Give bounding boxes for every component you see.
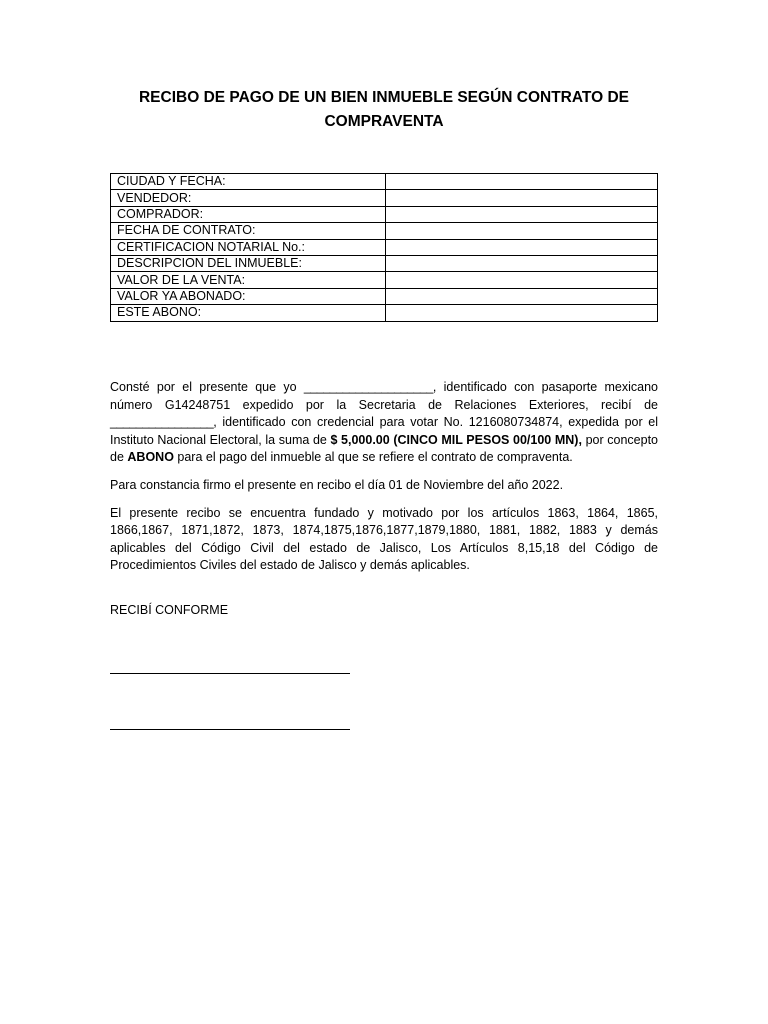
receipt-info-table [110,173,658,322]
info-row-value [386,239,658,255]
received-acknowledgment: RECIBÍ CONFORME [110,603,229,617]
payment-concept: ABONO [127,450,174,465]
statement-text-5: para el pago del inmueble al que se refiere el contrato de compraventa. [173,450,573,465]
statement-text-1: Consté por el presente que yo [110,380,304,394]
signature-line-1 [110,673,350,674]
info-row-label: VALOR DE LA VENTA: [111,272,386,288]
info-row-label: FECHA DE CONTRATO: [111,223,386,239]
info-row-label: COMPRADOR: [111,206,386,222]
info-row-label: VENDEDOR: [111,190,386,206]
signature-line-2 [110,729,350,730]
info-table-row [111,255,658,271]
info-row-label: ESTE ABONO: [111,305,386,321]
info-table-row [111,190,658,206]
payer-name-blank: ________________ [110,415,214,430]
statement-text-3: , identificado con credencial para votar No. 1216080734874, expedida por el Instituto Nacional Electoral, la suma de [110,415,658,447]
info-row-value [386,288,658,304]
payment-amount: $ 5,000.00 (CINCO MIL PESOS 00/100 MN), [330,432,582,447]
receipt-statement-paragraph [110,379,658,467]
statement-text-2: , identificado con pasaporte mexicano número G14248751 expedido por la Secretaria de Relaciones Exteriores, recibí de [110,380,658,412]
receipt-body [110,379,658,585]
info-row-label: VALOR YA ABONADO: [111,288,386,304]
info-table-row [111,272,658,288]
info-row-value [386,255,658,271]
info-table-row [111,239,658,255]
info-table-row [111,206,658,222]
document-title: RECIBO DE PAGO DE UN BIEN INMUEBLE SEGÚN CONTRATO DE COMPRAVENTA [138,89,629,130]
info-row-value [386,305,658,321]
receipt-info-table-body [111,174,658,322]
info-table-row [111,288,658,304]
info-row-value [386,223,658,239]
info-row-value [386,206,658,222]
info-table-row [111,174,658,190]
statement-text-4: por concepto de [110,432,659,465]
info-table-row [111,223,658,239]
info-row-label: CERTIFICACION NOTARIAL No.: [111,239,386,255]
signature-date-paragraph: Para constancia firmo el presente en recibo el día 01 de Noviembre del año 2022. [110,477,564,492]
info-row-label: DESCRIPCION DEL INMUEBLE: [111,255,386,271]
info-row-value [386,174,658,190]
info-row-value [386,190,658,206]
receiver-name-blank: ____________________ [303,380,433,394]
info-row-label: CIUDAD Y FECHA: [111,174,386,190]
legal-basis-paragraph: El presente recibo se encuentra fundado y motivado por los artículos 1863, 1864, 1865, 1866,1867, 1871,1872, 1873, 1874,1875,1876,1877,1879,1880, 1881, 1882, 1883 y demás aplicables del Código Civil del estado de Jalisco, Los Artículos 8,15,18 del Código de Procedimientos Civiles del estado de Jalisco y demás aplicables. [110,505,658,573]
info-table-row [111,305,658,321]
info-row-value [386,272,658,288]
